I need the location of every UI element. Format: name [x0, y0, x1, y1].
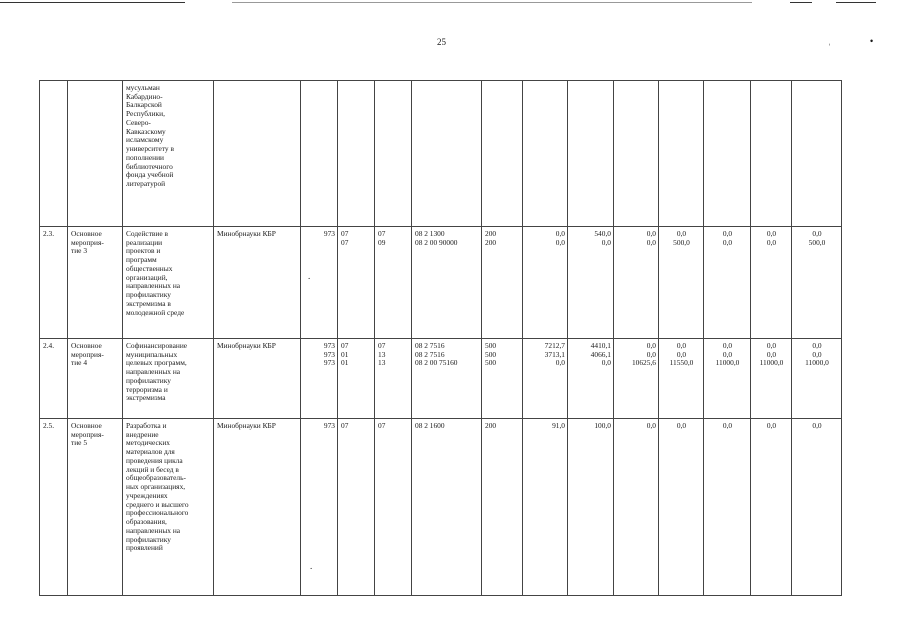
csr-cell	[412, 81, 482, 227]
csr-cell: 08 2 1600	[412, 419, 482, 596]
value-cell-4: 0,0 500,0	[659, 227, 704, 339]
value-cell-7	[792, 81, 842, 227]
org-cell: Минобрнауки КБР	[214, 227, 301, 339]
corner-mark-1: ˒	[828, 38, 831, 48]
top-rule-right-a	[790, 2, 812, 3]
rz-cell	[338, 81, 375, 227]
num-cell: 2.5.	[40, 419, 68, 596]
desc-cell: Софинансирование муниципальных целевых программ, направленных на профилактику терроризма и экстремизма	[123, 339, 214, 419]
value-cell-5: 0,0 0,0	[704, 227, 751, 339]
grbs-cell: 973	[301, 419, 338, 596]
pr-cell: 07 13 13	[375, 339, 412, 419]
corner-mark-2: •	[870, 36, 874, 46]
program-table	[39, 80, 842, 596]
grbs-cell	[301, 81, 338, 227]
value-cell-6: 0,0	[751, 419, 792, 596]
value-cell-2: 100,0	[568, 419, 614, 596]
table-row	[40, 227, 842, 339]
value-cell-1: 91,0	[523, 419, 568, 596]
value-cell-3: 0,0 0,0	[614, 227, 659, 339]
table-row	[40, 419, 842, 596]
table-row	[40, 81, 842, 227]
value-cell-3: 0,0	[614, 419, 659, 596]
type-cell	[68, 81, 123, 227]
rz-cell: 07	[338, 419, 375, 596]
desc-cell: Содействие в реализации проектов и программ общественных организаций, направленных на профилактику экстремизма в молодежной среде	[123, 227, 214, 339]
top-rule-middle	[232, 2, 752, 3]
pr-cell: 07	[375, 419, 412, 596]
value-cell-4	[659, 81, 704, 227]
num-cell: 2.3.	[40, 227, 68, 339]
value-cell-5: 0,0	[704, 419, 751, 596]
rz-cell: 07 01 01	[338, 339, 375, 419]
pr-cell	[375, 81, 412, 227]
value-cell-4: 0,0	[659, 419, 704, 596]
top-rule-left	[0, 2, 185, 3]
value-cell-2	[568, 81, 614, 227]
org-cell: Минобрнауки КБР	[214, 419, 301, 596]
pr-cell: 07 09	[375, 227, 412, 339]
value-cell-7: 0,0	[792, 419, 842, 596]
value-cell-6: 0,0 0,0 11000,0	[751, 339, 792, 419]
value-cell-3	[614, 81, 659, 227]
csr-cell: 08 2 1300 08 2 00 90000	[412, 227, 482, 339]
desc-cell: мусульман Кабардино- Балкарской Республики, Северо- Кавказскому исламскому университету в пополнении библиотечного фонда учебной литературой	[123, 81, 214, 227]
scan-dot-2: .	[310, 561, 313, 571]
type-cell: Основное мероприя- тие 5	[68, 419, 123, 596]
grbs-cell: 973 973 973	[301, 339, 338, 419]
value-cell-1: 7212,7 3713,1 0,0	[523, 339, 568, 419]
type-cell: Основное мероприя- тие 4	[68, 339, 123, 419]
value-cell-1	[523, 81, 568, 227]
vr-cell: 500 500 500	[482, 339, 523, 419]
table-row	[40, 339, 842, 419]
top-rule-right-b	[836, 2, 876, 3]
rz-cell: 07 07	[338, 227, 375, 339]
value-cell-6: 0,0 0,0	[751, 227, 792, 339]
value-cell-4: 0,0 0,0 11550,0	[659, 339, 704, 419]
type-cell: Основное мероприя- тие 3	[68, 227, 123, 339]
value-cell-2: 4410,1 4066,1 0,0	[568, 339, 614, 419]
vr-cell: 200 200	[482, 227, 523, 339]
value-cell-1: 0,0 0,0	[523, 227, 568, 339]
page-number: 25	[437, 37, 446, 47]
vr-cell	[482, 81, 523, 227]
grbs-cell: 973	[301, 227, 338, 339]
vr-cell: 200	[482, 419, 523, 596]
value-cell-5: 0,0 0,0 11000,0	[704, 339, 751, 419]
num-cell	[40, 81, 68, 227]
value-cell-3: 0,0 0,0 10625,6	[614, 339, 659, 419]
value-cell-6	[751, 81, 792, 227]
org-cell	[214, 81, 301, 227]
num-cell: 2.4.	[40, 339, 68, 419]
value-cell-7: 0,0 500,0	[792, 227, 842, 339]
value-cell-5	[704, 81, 751, 227]
desc-cell: Разработка и внедрение методических материалов для проведения цикла лекций и бесед в общеобразователь- ных организациях, учреждениях среднего и высшего профессионального образования, направленных на профилактику проявлений	[123, 419, 214, 596]
value-cell-2: 540,0 0,0	[568, 227, 614, 339]
org-cell: Минобрнауки КБР	[214, 339, 301, 419]
scan-dot-1: .	[308, 271, 311, 281]
value-cell-7: 0,0 0,0 11000,0	[792, 339, 842, 419]
csr-cell: 08 2 7516 08 2 7516 08 2 00 75160	[412, 339, 482, 419]
